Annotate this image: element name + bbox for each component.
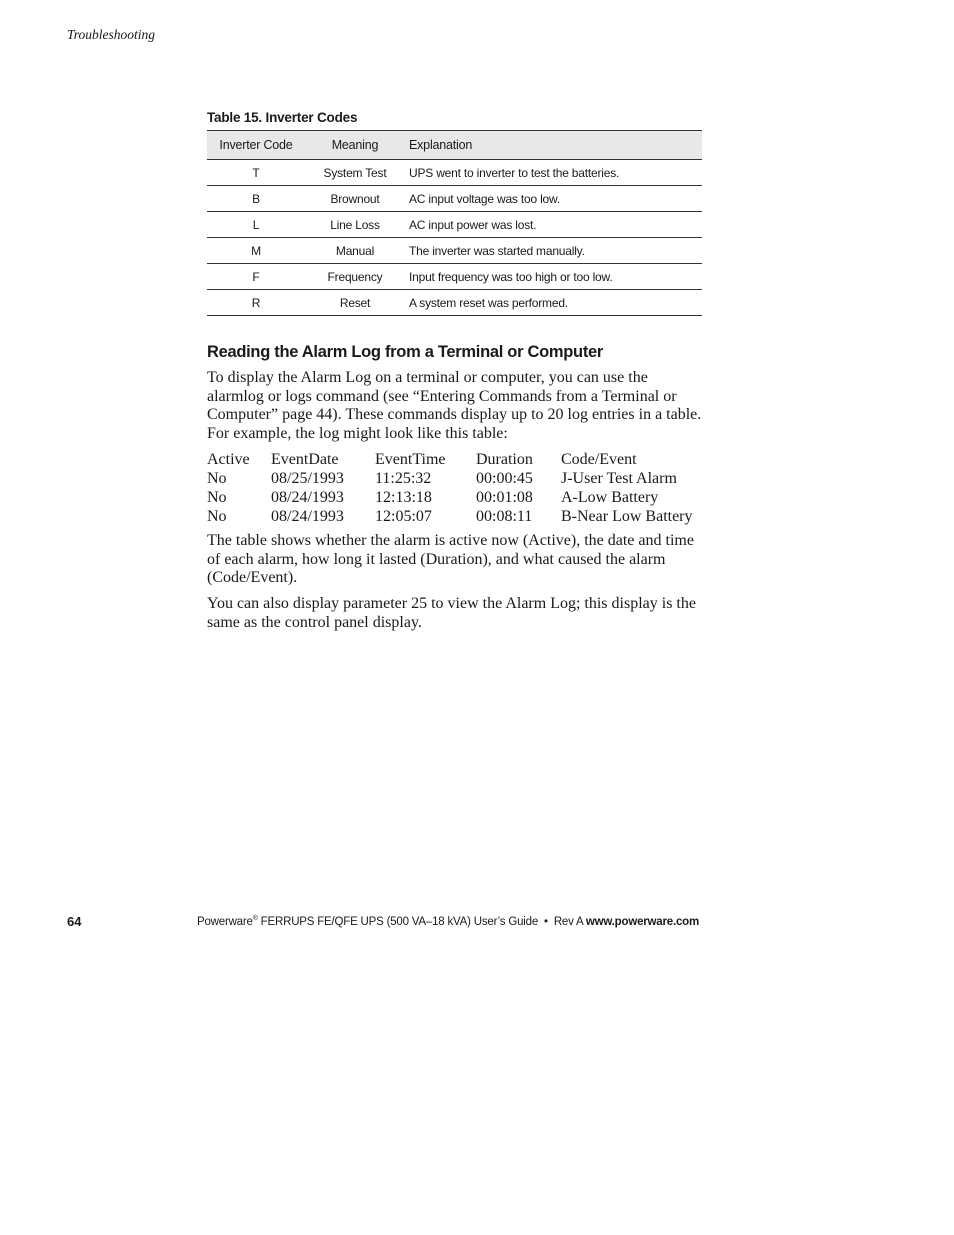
log-event-date: 08/25/1993 — [271, 470, 344, 487]
meaning-cell: Line Loss — [305, 212, 405, 238]
log-header-event-date: EventDate — [271, 451, 339, 468]
log-duration: 00:01:08 — [476, 489, 533, 506]
meaning-cell: Reset — [305, 290, 405, 316]
footer-info — [197, 915, 699, 928]
intro-paragraph: To display the Alarm Log on a terminal or computer, you can use the alarmlog or logs command (see “Entering Commands from a Terminal or Computer” page 44). These commands display up to 20 log entries in a table. For example, the log might look like this table: — [207, 369, 702, 443]
explanation-cell: Input frequency was too high or too low. — [405, 264, 702, 290]
log-duration: 00:00:45 — [476, 470, 533, 487]
column-header-meaning: Meaning — [305, 131, 405, 160]
code-cell: M — [207, 238, 305, 264]
meaning-cell: Brownout — [305, 186, 405, 212]
table-title: Table 15. Inverter Codes — [207, 110, 358, 125]
log-header-event-time: EventTime — [375, 451, 446, 468]
log-event-date: 08/24/1993 — [271, 508, 344, 525]
table-header-row — [207, 131, 702, 160]
log-header-duration: Duration — [476, 451, 533, 468]
explanation-cell: AC input voltage was too low. — [405, 186, 702, 212]
log-event-date: 08/24/1993 — [271, 489, 344, 506]
table-row — [207, 290, 702, 316]
table-row — [207, 186, 702, 212]
footer-url[interactable]: www.powerware.com — [585, 915, 699, 928]
running-header: Troubleshooting — [67, 27, 156, 42]
code-cell: R — [207, 290, 305, 316]
log-event-time: 11:25:32 — [375, 470, 432, 487]
meaning-cell: System Test — [305, 160, 405, 186]
table-row — [207, 212, 702, 238]
log-code-event: J-User Test Alarm — [561, 470, 677, 487]
meaning-cell: Frequency — [305, 264, 405, 290]
log-code-event: B-Near Low Battery — [561, 508, 693, 525]
registered-mark: ® — [252, 915, 258, 922]
inverter-codes-table — [207, 130, 702, 316]
section-heading: Reading the Alarm Log from a Terminal or Computer — [207, 343, 604, 361]
explanation-cell: UPS went to inverter to test the batteries. — [405, 160, 702, 186]
footer-brand: Powerware — [196, 915, 253, 928]
table-row — [207, 264, 702, 290]
code-cell: T — [207, 160, 305, 186]
log-code-event: A-Low Battery — [561, 489, 659, 506]
code-cell: L — [207, 212, 305, 238]
column-header-explanation: Explanation — [405, 131, 702, 160]
table-row — [207, 238, 702, 264]
explanation-cell: The inverter was started manually. — [405, 238, 702, 264]
log-event-time: 12:13:18 — [375, 489, 432, 506]
parameter-paragraph: You can also display parameter 25 to view the Alarm Log; this display is the same as the control panel display. — [207, 595, 696, 631]
code-cell: B — [207, 186, 305, 212]
explanation-cell: AC input power was lost. — [405, 212, 702, 238]
log-active: No — [207, 489, 227, 506]
log-event-time: 12:05:07 — [375, 508, 432, 525]
footer-guide-title: FERRUPS FE/QFE UPS (500 VA–18 kVA) User’s Guide • Rev A — [257, 915, 586, 928]
explanation-paragraph: The table shows whether the alarm is active now (Active), the date and time of each alarm, how long it lasted (Duration), and what caused the alarm (Code/Event). — [207, 532, 694, 587]
code-cell: F — [207, 264, 305, 290]
meaning-cell: Manual — [305, 238, 405, 264]
explanation-cell: A system reset was performed. — [405, 290, 702, 316]
log-active: No — [207, 508, 227, 525]
log-duration: 00:08:11 — [476, 508, 533, 525]
table-row — [207, 160, 702, 186]
log-header-active: Active — [207, 451, 250, 468]
log-header-code-event: Code/Event — [561, 451, 637, 468]
log-active: No — [207, 470, 227, 487]
column-header-inverter-code: Inverter Code — [207, 131, 305, 160]
page-number: 64 — [67, 914, 82, 929]
